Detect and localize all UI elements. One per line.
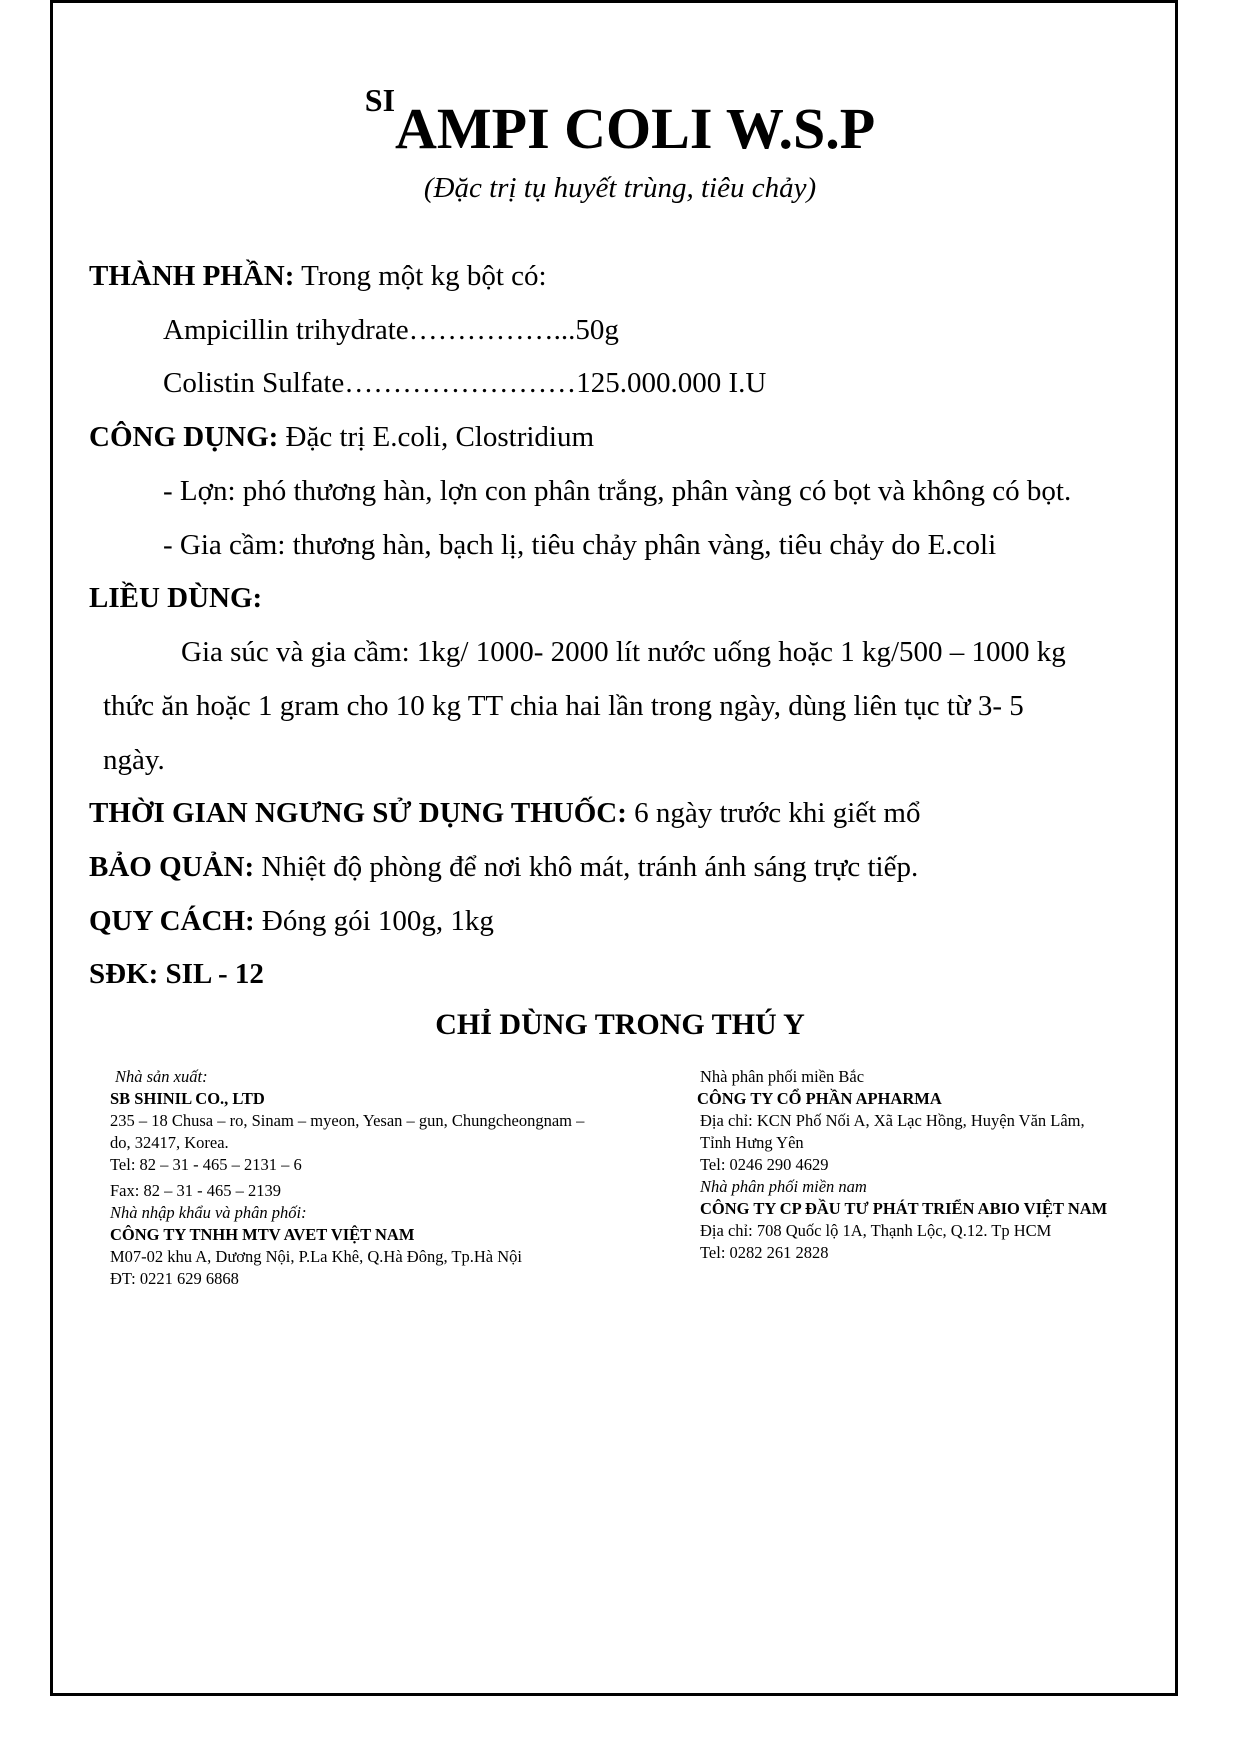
usage-heading: CÔNG DỤNG: — [89, 421, 279, 453]
manufacturer-address: 235 – 18 Chusa – ro, Sinam – myeon, Yesan – gun, Chungcheongnam – — [110, 1111, 585, 1130]
usage-item: - Lợn: phó thương hàn, lợn con phân trắng, phân vàng có bọt và không có bọt. — [163, 475, 1072, 507]
storage-text: Nhiệt độ phòng để nơi khô mát, tránh ánh sáng trực tiếp. — [254, 851, 919, 883]
packing-line — [89, 903, 494, 939]
composition-text: Trong một kg bột có: — [294, 260, 547, 292]
composition-item: Ampicillin trihydrate……………...50g — [163, 314, 619, 346]
north-distributor-address: Địa chỉ: KCN Phố Nối A, Xã Lạc Hồng, Huyện Văn Lâm, — [700, 1111, 1085, 1130]
composition-heading: THÀNH PHẦN: — [89, 260, 295, 292]
packing-heading: QUY CÁCH: — [89, 905, 255, 937]
north-distributor-label: Nhà phân phối miền Bắc — [700, 1067, 865, 1086]
withdrawal-heading: THỜI GIAN NGƯNG SỬ DỤNG THUỐC: — [89, 797, 627, 829]
title-main: AMPI COLI W.S.P — [395, 96, 876, 161]
north-distributor-name: CÔNG TY CỔ PHẦN APHARMA — [697, 1089, 942, 1108]
storage-heading: BẢO QUẢN: — [89, 851, 255, 883]
composition-item: Colistin Sulfate……………………125.000.000 I.U — [163, 367, 767, 399]
south-distributor-label: Nhà phân phối miền nam — [700, 1177, 867, 1196]
manufacturer-fax: Fax: 82 – 31 - 465 – 2139 — [110, 1181, 281, 1200]
importer-label: Nhà nhập khẩu và phân phối: — [110, 1203, 307, 1222]
south-distributor-address: Địa chỉ: 708 Quốc lộ 1A, Thạnh Lộc, Q.12. Tp HCM — [700, 1221, 1052, 1240]
dosage-line: thức ăn hoặc 1 gram cho 10 kg TT chia hai lần trong ngày, dùng liên tục từ 3- 5 — [103, 690, 1024, 722]
manufacturer-name: SB SHINIL CO., LTD — [110, 1089, 265, 1108]
usage-line — [89, 419, 594, 455]
withdrawal-text: 6 ngày trước khi giết mổ — [626, 797, 921, 829]
usage-item: - Gia cầm: thương hàn, bạch lị, tiêu chảy phân vàng, tiêu chảy do E.coli — [163, 529, 997, 561]
manufacturer-tel: Tel: 82 – 31 - 465 – 2131 – 6 — [110, 1155, 302, 1174]
manufacturer-label: Nhà sản xuất: — [115, 1067, 208, 1086]
dosage-line: Gia súc và gia cầm: 1kg/ 1000- 2000 lít nước uống hoặc 1 kg/500 – 1000 kg — [181, 636, 1066, 668]
composition-line — [89, 258, 547, 294]
packing-text: Đóng gói 100g, 1kg — [254, 905, 494, 937]
title-prefix: SI — [364, 82, 396, 118]
dosage-line: ngày. — [103, 744, 165, 776]
product-title — [0, 82, 1240, 164]
withdrawal-line — [89, 795, 921, 831]
veterinary-use-notice: CHỈ DÙNG TRONG THÚ Y — [435, 1008, 805, 1041]
product-subtitle: (Đặc trị tụ huyết trùng, tiêu chảy) — [423, 172, 817, 204]
south-distributor-name: CÔNG TY CP ĐẦU TƯ PHÁT TRIỂN ABIO VIỆT NAM — [700, 1199, 1108, 1218]
south-distributor-tel: Tel: 0282 261 2828 — [700, 1243, 829, 1262]
north-distributor-address: Tỉnh Hưng Yên — [700, 1133, 804, 1152]
registration-number: SĐK: SIL - 12 — [89, 958, 264, 990]
importer-phone: ĐT: 0221 629 6868 — [110, 1269, 239, 1288]
page-border — [50, 0, 1178, 1696]
usage-text: Đặc trị E.coli, Clostridium — [278, 421, 595, 453]
storage-line — [89, 849, 918, 885]
dosage-heading: LIỀU DÙNG: — [89, 582, 263, 614]
manufacturer-address: do, 32417, Korea. — [110, 1133, 229, 1152]
importer-name: CÔNG TY TNHH MTV AVET VIỆT NAM — [110, 1225, 415, 1244]
importer-address: M07-02 khu A, Dương Nội, P.La Khê, Q.Hà Đông, Tp.Hà Nội — [110, 1247, 522, 1266]
north-distributor-tel: Tel: 0246 290 4629 — [700, 1155, 829, 1174]
